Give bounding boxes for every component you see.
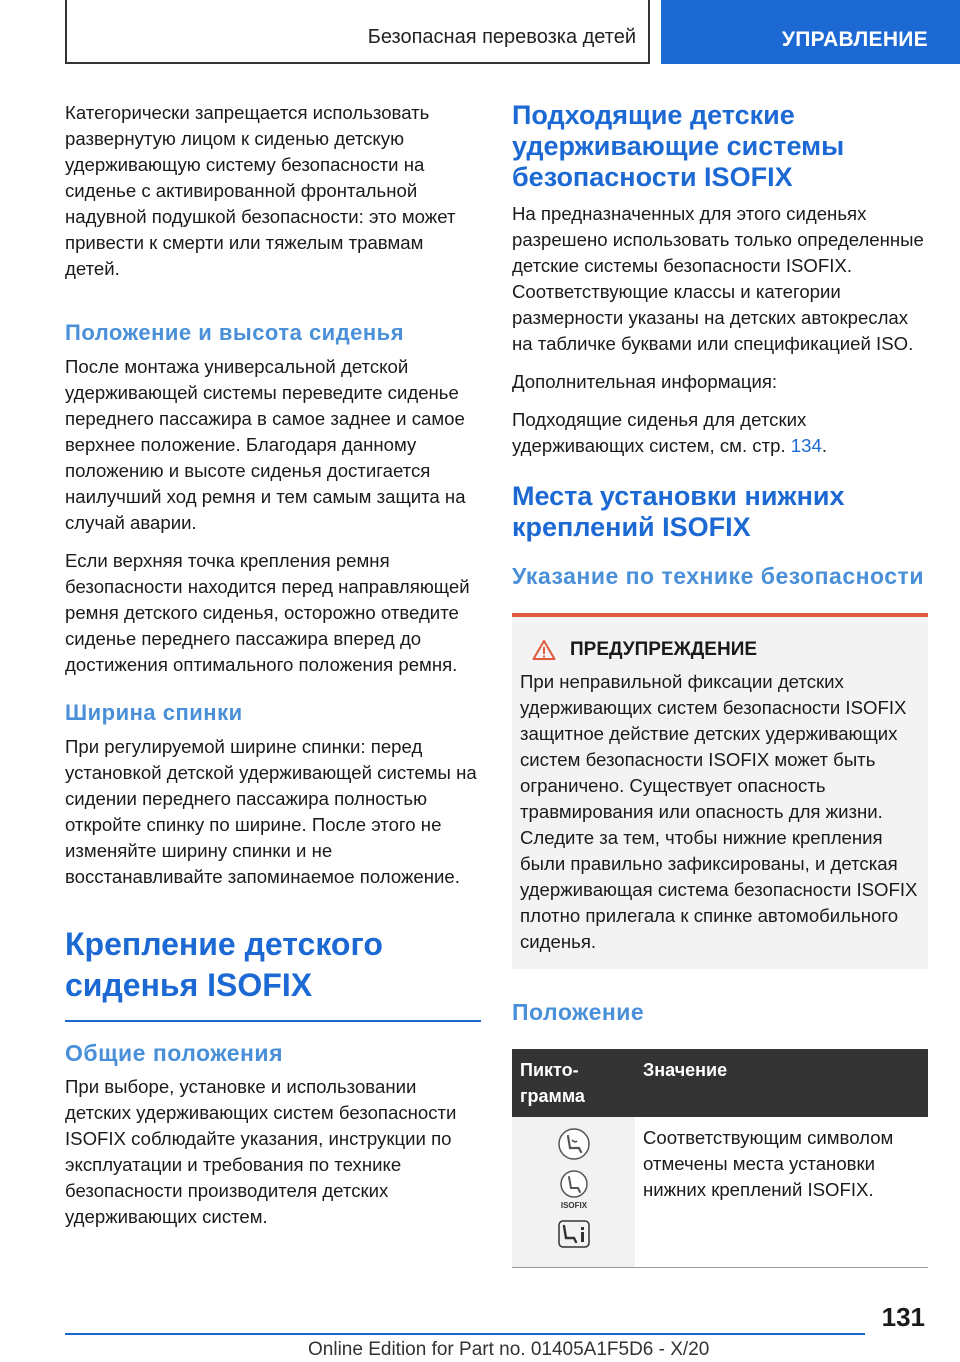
- isofix-icon-label: ISOFIX: [560, 1201, 587, 1210]
- warning-text: При неправильной фиксации детских удерживающих систем безопасности ISOFIX защитное действие детских удерживающих систем безопасности ISOFIX может быть ограничено. Существует опасность травмирования или опасность для жизни. Следите за тем, чтобы нижние крепления были правильно зафиксированы, и детская удерживающая система безопасности ISOFIX плотно прилегала к спинке автомобильного сиденья.: [520, 671, 918, 952]
- col-header-pictogram: Пикто-грамма: [512, 1049, 635, 1117]
- suitable-paragraph-1: На предназначенных для этого сиденьях разрешено использовать только определенные детские системы безопасности ISOFIX. Соответствующие классы и категории размерности указаны на детских автокреслах на табличке буквами или спецификацией ISO.: [512, 203, 924, 354]
- width-paragraph: При регулируемой ширине спинки: перед установкой детской удерживающей системы на сидении переднего пассажира полностью откройте спинку по ширине. После этого не изменяйте ширину спинки и не восстанавливайте запоминаемое положение.: [65, 736, 477, 887]
- table-row: [512, 1117, 928, 1268]
- chapter-tab[interactable]: УПРАВЛЕНИЕ: [661, 0, 960, 64]
- table-header-row: [512, 1049, 928, 1117]
- suitable-paragraph-2: Дополнительная информация:: [512, 371, 778, 392]
- heading-isofix-mounting: [65, 924, 481, 1006]
- section-title: Безопасная перевозка детей: [367, 26, 636, 48]
- isofix-seat-icon: [557, 1127, 591, 1161]
- isofix-labeled-icon: [557, 1169, 591, 1211]
- suitable-paragraph-3: Подходящие сиденья для детских удерживающих систем, см. стр. 134.: [512, 409, 827, 456]
- right-column: [512, 100, 928, 1268]
- general-paragraph: При выборе, установке и использовании детских удерживающих систем безопасности ISOFIX соблюдайте указания, инструкции по эксплуатации и требования по технике безопасности производителя детских удерживающих систем.: [65, 1076, 457, 1227]
- heading-safety-note: Указание по технике безопасности: [512, 563, 924, 589]
- pictogram-table: [512, 1049, 928, 1268]
- page-reference-link[interactable]: 134: [790, 435, 822, 456]
- warning-title: ПРЕДУПРЕЖДЕНИЕ: [570, 639, 758, 660]
- heading-suitable-systems: Подходящие детские удерживающие системы безопасности ISOFIX: [512, 100, 845, 192]
- warning-box: [512, 613, 928, 969]
- heading-backrest-width: Ширина спинки: [65, 700, 243, 725]
- isofix-info-icon: [557, 1219, 591, 1249]
- heading-lower-anchors: Места установки нижних креплений ISOFIX: [512, 481, 845, 542]
- heading-location: Положение: [512, 999, 645, 1025]
- pictogram-meaning: Соответствующим символом отмечены места установки нижних креплений ISOFIX.: [635, 1117, 928, 1268]
- heading-seat-position: Положение и высота сиденья: [65, 320, 405, 345]
- position-paragraph-1: После монтажа универсальной детской удерживающей системы переведите сиденье переднего пассажира в самое заднее и самое верхнее положение. Благодаря данному положению и высоте сиденья достигается наилучший ход ремня и тем самым защита на случай аварии.: [65, 356, 466, 533]
- col-header-meaning: Значение: [635, 1049, 928, 1117]
- heading-isofix-line-1: Крепление детского: [65, 926, 383, 962]
- left-column: [65, 100, 481, 1242]
- warning-triangle-icon: [532, 639, 556, 661]
- heading-isofix-line-2: сиденья ISOFIX: [65, 967, 313, 1003]
- section-divider: [65, 1020, 481, 1022]
- suitable-text: Подходящие сиденья для детских удерживающих систем, см. стр.: [512, 409, 807, 456]
- warning-header: [520, 639, 918, 661]
- pictogram-cell: [512, 1117, 635, 1268]
- footer-edition: Online Edition for Part no. 01405A1F5D6 - X/20: [308, 1339, 710, 1360]
- intro-paragraph: Категорически запрещается использовать развернутую лицом к сиденью детскую удерживающую систему безопасности на сиденье с активированной фронтальной надувной подушкой безопасности: это может привести к смерти или тяжелым травмам детей.: [65, 102, 456, 279]
- position-paragraph-2: Если верхняя точка крепления ремня безопасности находится перед направляющей ремня детского сиденья, осторожно отведите сиденье переднего пассажира вперед до достижения оптимального положения ремня.: [65, 550, 470, 675]
- page-number: 131: [881, 1302, 925, 1332]
- footer-divider: [65, 1333, 865, 1335]
- heading-general: Общие положения: [65, 1040, 283, 1066]
